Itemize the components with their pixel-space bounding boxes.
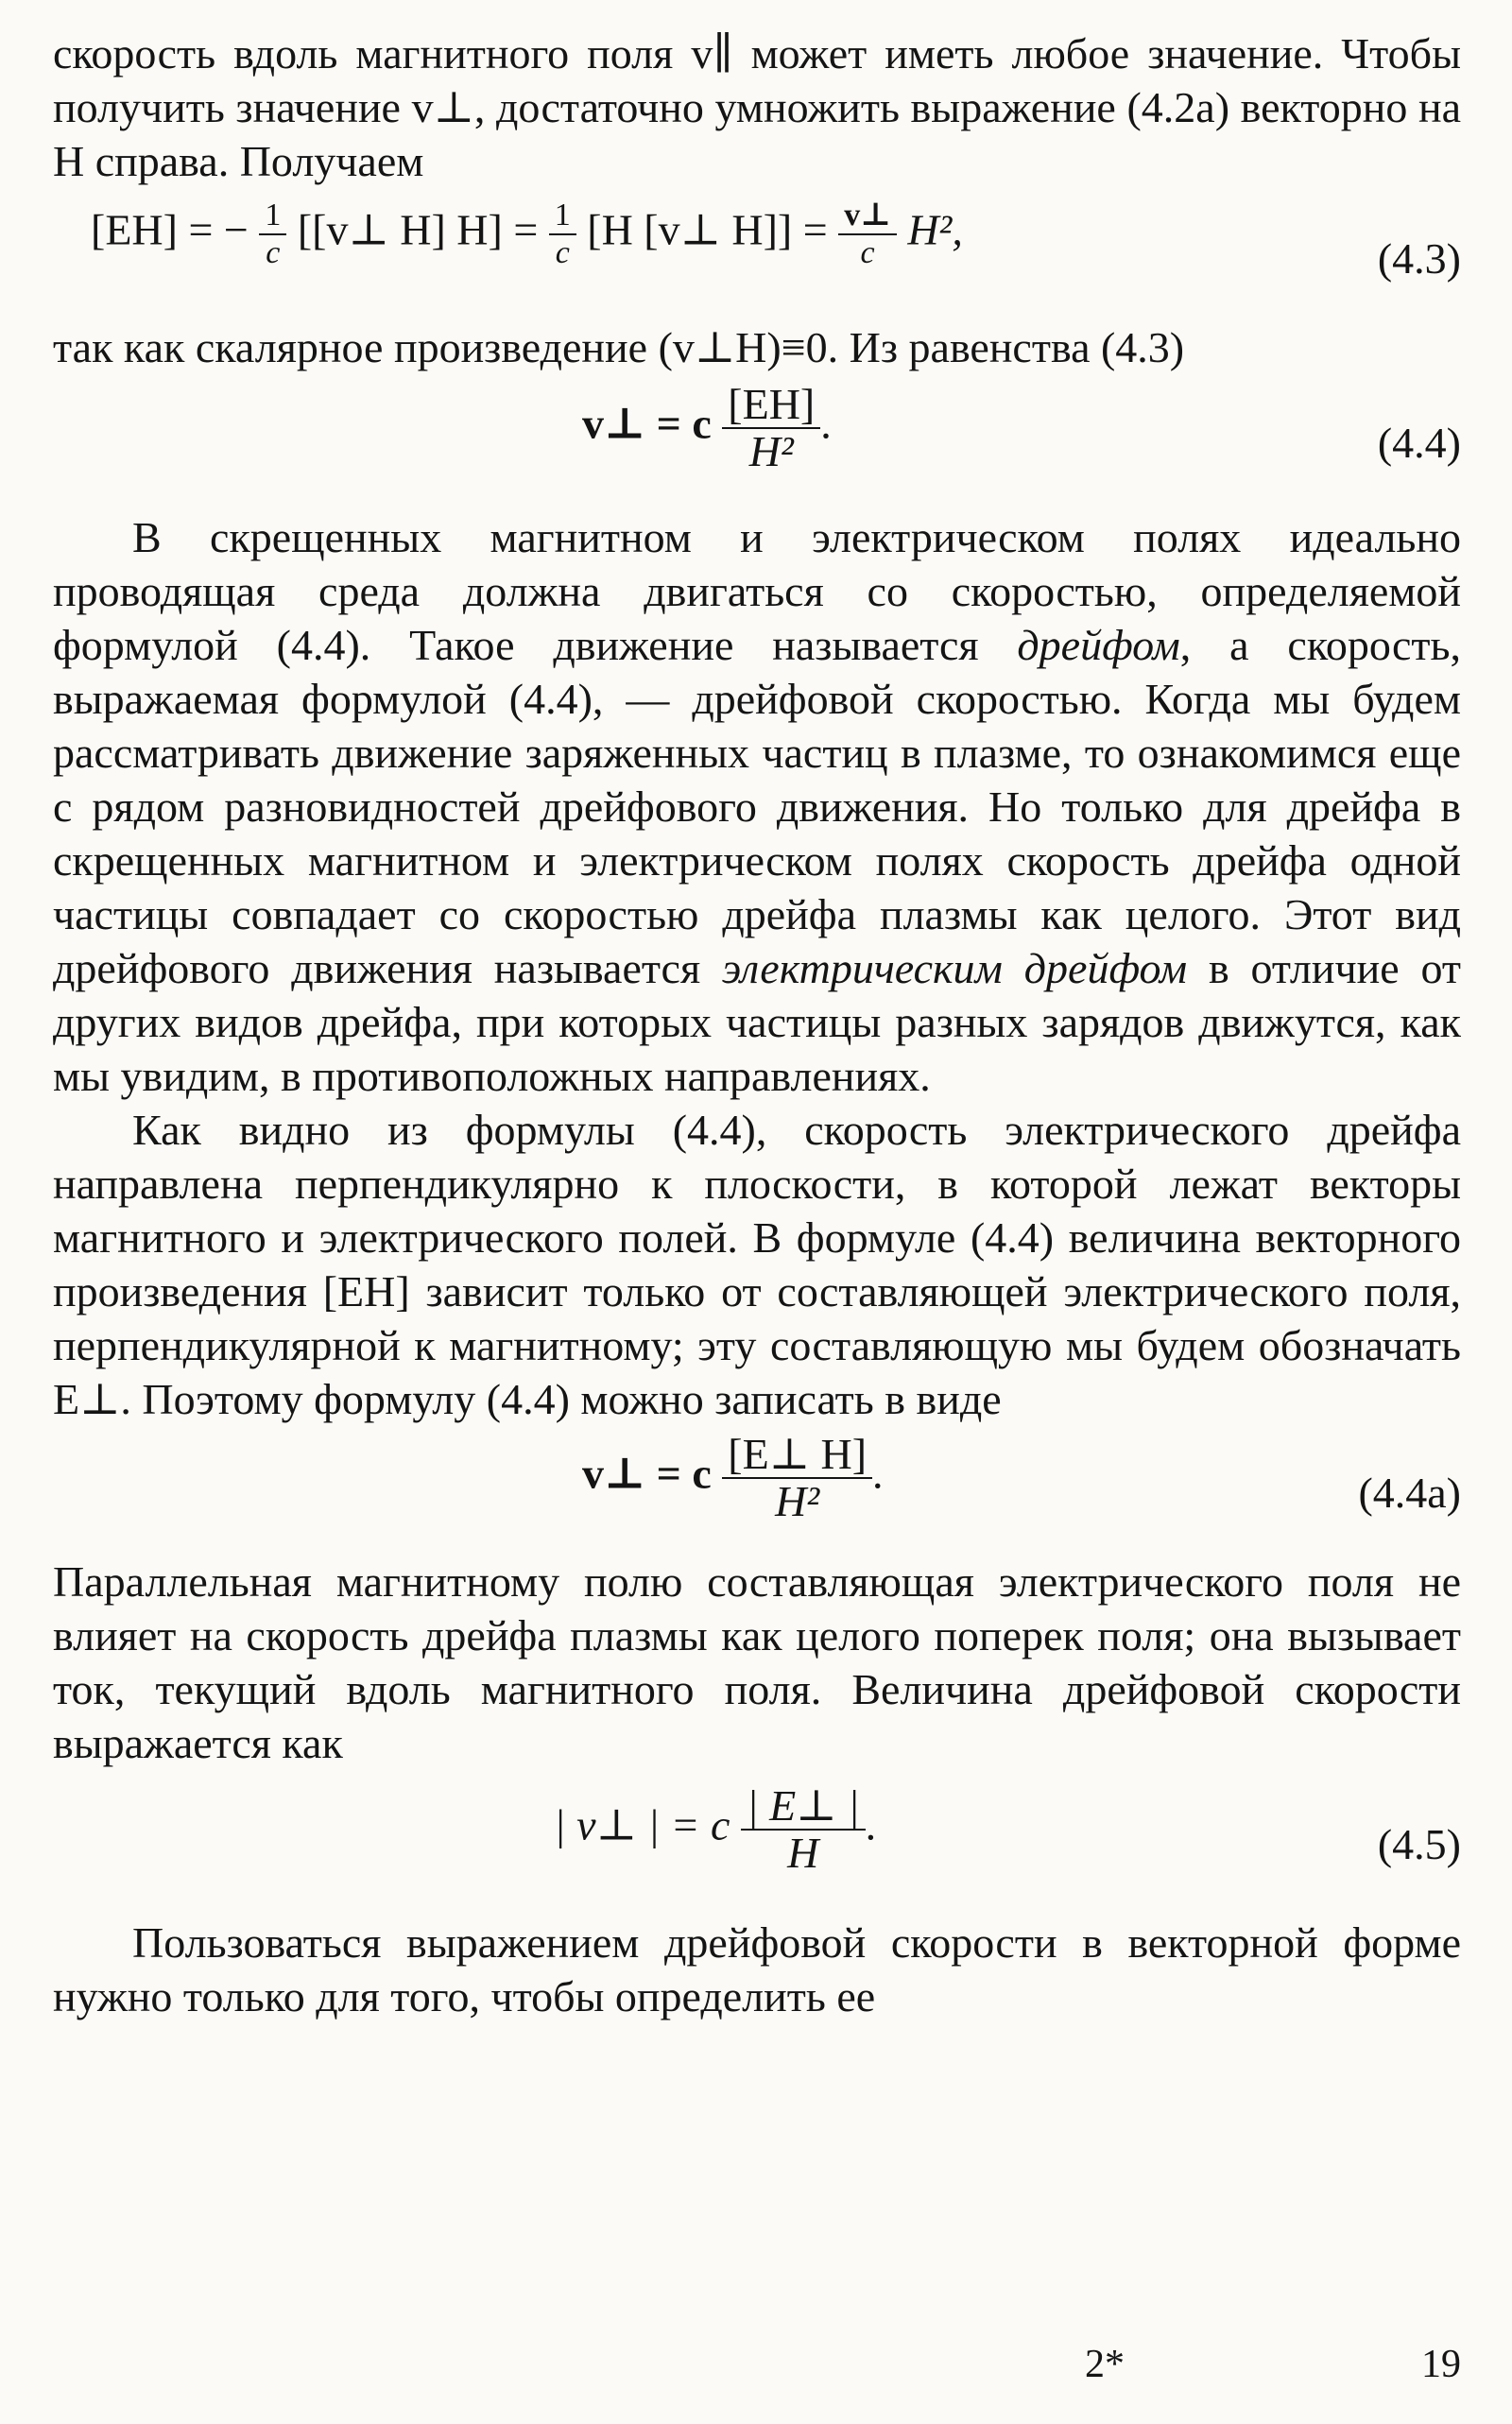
equation-4-5 xyxy=(53,1783,1461,1906)
signature-mark: 2* xyxy=(1085,2343,1125,2386)
eq43-term2: [H [v⊥ H]] = xyxy=(587,205,828,254)
equation-4-3 xyxy=(53,198,1461,320)
eq43-tail: H², xyxy=(907,205,963,254)
eq44a-lhs: v⊥ = c xyxy=(582,1449,712,1498)
paragraph-6: Пользоваться выражением дрейфовой скорости в векторной форме нужно только для того, чтобы определить ее xyxy=(53,1918,1461,2020)
equation-number-4-4: (4.4) xyxy=(1377,419,1461,467)
equation-4-4a xyxy=(53,1432,1461,1555)
term-electric-drift: электрическим дрейфом xyxy=(721,944,1188,992)
eq43-frac2: $\frac{1}{c}$ xyxy=(549,198,576,271)
equation-4-3-formula xyxy=(91,198,963,271)
paragraph-2: так как скалярное произведение (v⊥H)≡0. Из равенства (4.3) xyxy=(53,323,1185,371)
equation-4-4-formula: v⊥ = c $\frac{[EH]}{\text{H²}}$ . xyxy=(582,380,832,475)
equation-4-4a-formula: v⊥ = c $\frac{[E\perp H]}{\text{H²}}$ . xyxy=(582,1430,884,1525)
page-footer xyxy=(53,2342,1461,2398)
page-number: 19 xyxy=(1421,2343,1461,2386)
eq45-frac: $\frac{| E\perp |}{H}$ xyxy=(741,1783,866,1876)
equation-number-4-4a: (4.4а) xyxy=(1358,1469,1461,1517)
paragraph-5: Параллельная магнитному полю составляющая электрического поля не влияет на скорость дрейфа плазмы как целого поперек поля; она вызывает ток, текущий вдоль магнитного поля. Величина дрейфовой скорости выражается как xyxy=(53,1557,1461,1767)
eq45-lhs: | v⊥ | = c xyxy=(554,1800,730,1849)
equation-number-4-3: (4.3) xyxy=(1377,234,1461,283)
eq44a-frac: $\frac{[E\perp H]}{\text{H²}}$ xyxy=(722,1432,872,1524)
paragraph-3: В скрещенных магнитном и электрическом полях идеально проводящая среда должна двигаться со скоростью, определяемой формулой (4.4). Такое движение называется дрейфом, а скорость, выражаемая формулой (4.4), — дрейфовой скоростью. Когда мы будем рассматривать движение заряженных частиц в плазме, то ознакомимся еще с рядом разновидностей дрейфового движения. Но только для дрейфа в скрещенных магнитном и электрическом полях скорость дрейфа одной частицы совпадает со скоростью дрейфа плазмы как целого. Этот вид дрейфового движения называется электрическим дрейфом в отличие от других видов дрейфа, при которых частицы разных зарядов движутся, как мы увидим, в противоположных направлениях. xyxy=(53,513,1461,1100)
equation-4-5-formula: | v⊥ | = c $\frac{| E\perp |}{H}$ . xyxy=(554,1781,877,1877)
paragraph-4: Как видно из формулы (4.4), скорость электрического дрейфа направлена перпендикулярно к плоскости, в которой лежат векторы магнитного и электрического полей. В формуле (4.4) величина векторного произведения [EH] зависит только от составляющей электрического поля, перпендикулярной к магнитному; эту составляющую мы будем обозначать E⊥. Поэтому формулу (4.4) можно записать в виде xyxy=(53,1106,1461,1423)
equation-number-4-5: (4.5) xyxy=(1377,1820,1461,1868)
equation-4-4 xyxy=(53,382,1461,505)
eq43-lhs: [EH] = − xyxy=(91,205,249,254)
eq43-frac3: $\frac{v\perp}{c}$ xyxy=(838,198,897,271)
eq43-term1: [[v⊥ H] H] = xyxy=(297,205,539,254)
eq44-frac: $\frac{[EH]}{\text{H²}}$ xyxy=(722,382,820,474)
eq44-lhs: v⊥ = c xyxy=(582,399,712,448)
term-drift: дрейфом xyxy=(1017,621,1180,669)
eq43-frac1: $\frac{1}{c}$ xyxy=(259,198,286,271)
page-body xyxy=(53,26,1461,2023)
paragraph-1: скорость вдоль магнитного поля v∥ может иметь любое значение. Чтобы получить значение v⊥, достаточно умножить выражение (4.2а) векторно на H справа. Получаем xyxy=(53,29,1461,185)
